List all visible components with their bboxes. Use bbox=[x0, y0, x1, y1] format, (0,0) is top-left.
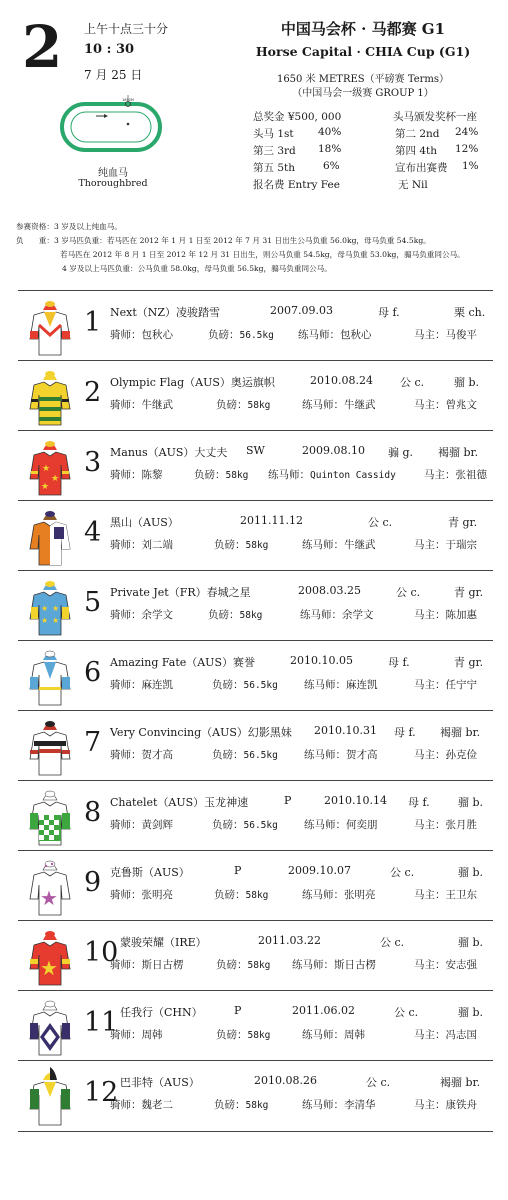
horse-name: 蒙骏荣耀（IRE） bbox=[120, 936, 207, 949]
runner-number: 12 bbox=[84, 1077, 119, 1108]
trainer-name: 麻连凯 bbox=[346, 679, 378, 691]
owner-name: 王卫东 bbox=[445, 889, 477, 901]
trainer-name: 牛继武 bbox=[344, 539, 376, 551]
weight-condition-2: 若马匹在 2012 年 8 月 1 日至 2012 年 12 月 31 日出生，则公马负重 54.5kg，母马负重 53.0kg，骟马负重同公马。 bbox=[60, 250, 465, 259]
owner-name: 安志强 bbox=[445, 959, 477, 971]
race-title-english: Horse Capital · CHIA Cup (G1) bbox=[255, 44, 471, 59]
jockey-silks-icon bbox=[28, 437, 72, 499]
horse-dob: 2009.08.10 bbox=[302, 444, 365, 457]
horse-sw: SW bbox=[246, 444, 265, 457]
trainer-name: 包秋心 bbox=[340, 329, 372, 341]
svg-text:★: ★ bbox=[40, 886, 58, 910]
owner-name: 孙克俭 bbox=[445, 749, 477, 761]
horse-sw: P bbox=[284, 794, 292, 807]
horse-color: 骝 b. bbox=[454, 376, 480, 389]
runner-number: 3 bbox=[84, 447, 102, 478]
owner-name: 于瑞宗 bbox=[445, 539, 477, 551]
horse-color: 骝 b. bbox=[458, 936, 484, 949]
horse-name: Chatelet（AUS）玉龙神速 bbox=[110, 796, 249, 809]
trainer-name: 张明亮 bbox=[344, 889, 376, 901]
jockey-name: 张明亮 bbox=[141, 889, 173, 901]
jockey-silks-icon bbox=[28, 1067, 72, 1129]
horse-sex: 骟 g. bbox=[388, 446, 414, 459]
runner-row: 12 巴非特（AUS） 2010.08.26 公 c. 褐骝 br. 骑师：魏老二 负磅：58kg 练马师：李清华 马主：康铁舟 bbox=[18, 1062, 493, 1132]
jockey-name: 周韩 bbox=[141, 1029, 163, 1041]
prize-item: 第三 3rd 18% bbox=[253, 143, 342, 157]
prize-item: 第二 2nd 24% bbox=[395, 126, 479, 140]
divider bbox=[18, 850, 493, 851]
race-date: 7 月 25 日 bbox=[84, 68, 143, 82]
trainer-name: Quinton Cassidy bbox=[310, 470, 396, 481]
runner-row: 1 Next（NZ）凌骏踏雪 2007.09.03 母 f. 栗 ch. 骑师：包秋心 负磅：56.5kg 练马师：包秋心 马主：马俊平 bbox=[18, 292, 493, 362]
divider bbox=[18, 570, 493, 571]
horse-dob: 2010.10.14 bbox=[324, 794, 387, 807]
race-group: （中国马会一级赛 GROUP 1） bbox=[292, 88, 434, 99]
jockey-silks-icon bbox=[28, 297, 72, 359]
jockey-name: 贺才高 bbox=[141, 749, 173, 761]
horse-sex: 母 f. bbox=[378, 306, 400, 319]
owner-name: 张月胜 bbox=[445, 819, 477, 831]
horse-color: 青 gr. bbox=[454, 586, 484, 599]
runner-row: ★ ★ ★ 3 Manus（AUS）大丈夫 SW 2009.08.10 骟 g. 褐骝 br. 骑师：陈黎 负磅：58kg 练马师：Quinton Cassidy 马主：张祖德 bbox=[18, 432, 493, 502]
jockey-silks-icon bbox=[28, 647, 72, 709]
horse-sex: 母 f. bbox=[388, 656, 410, 669]
runner-number: 11 bbox=[84, 1007, 119, 1038]
carried-weight: 56.5kg bbox=[243, 680, 278, 691]
prize-item: 第五 5th 6% bbox=[253, 160, 340, 174]
jockey-name: 陈黎 bbox=[141, 469, 163, 481]
runner-row: 2 Olympic Flag（AUS）奥运旗帜 2010.08.24 公 c. 骝 b. 骑师：牛继武 负磅：58kg 练马师：牛继武 马主：曾兆文 bbox=[18, 362, 493, 432]
track-diagram bbox=[58, 94, 168, 160]
horse-name: Amazing Fate（AUS）赛誉 bbox=[110, 656, 255, 669]
horse-color: 褐骝 br. bbox=[440, 726, 481, 739]
jockey-silks-icon bbox=[28, 577, 72, 639]
jockey-silks-icon bbox=[28, 997, 72, 1059]
carried-weight: 58kg bbox=[245, 1100, 269, 1111]
horse-name: 巴非特（AUS） bbox=[120, 1076, 200, 1089]
jockey-name: 魏老二 bbox=[141, 1099, 173, 1111]
owner-name: 康铁舟 bbox=[445, 1099, 477, 1111]
runner-row: 6 Amazing Fate（AUS）赛誉 2010.10.05 母 f. 青 gr. 骑师：麻连凯 负磅：56.5kg 练马师：麻连凯 马主：任宁宁 bbox=[18, 642, 493, 712]
horse-dob: 2008.03.25 bbox=[298, 584, 361, 597]
trainer-name: 余学文 bbox=[342, 609, 374, 621]
carried-weight: 56.5kg bbox=[243, 750, 278, 761]
horse-sex: 母 f. bbox=[408, 796, 430, 809]
prize-item: 宣布出赛费 1% bbox=[395, 160, 479, 174]
divider bbox=[18, 710, 493, 711]
horse-dob: 2010.10.31 bbox=[314, 724, 377, 737]
divider bbox=[18, 500, 493, 501]
jockey-silks-icon bbox=[28, 717, 72, 779]
divider bbox=[18, 920, 493, 921]
prize-item: 第四 4th 12% bbox=[395, 143, 479, 157]
horse-name: Manus（AUS）大丈夫 bbox=[110, 446, 228, 459]
horse-name: 任我行（CHN） bbox=[120, 1006, 203, 1019]
horse-name: Very Convincing（AUS）幻影黑妹 bbox=[110, 726, 292, 739]
svg-text:★: ★ bbox=[51, 474, 60, 484]
svg-text:★: ★ bbox=[52, 616, 60, 625]
horse-sex: 公 c. bbox=[396, 586, 421, 599]
horse-color: 褐骝 br. bbox=[438, 446, 479, 459]
runner-row: 8 Chatelet（AUS）玉龙神速 P 2010.10.14 母 f. 骝 b. 骑师：黄剑辉 负磅：56.5kg 练马师：何奕朋 马主：张月胜 bbox=[18, 782, 493, 852]
horse-dob: 2011.11.12 bbox=[240, 514, 303, 527]
owner-name: 陈加惠 bbox=[445, 609, 477, 621]
horse-color: 褐骝 br. bbox=[440, 1076, 481, 1089]
svg-text:★: ★ bbox=[41, 604, 49, 613]
jockey-silks-icon bbox=[28, 367, 72, 429]
trainer-name: 何奕朋 bbox=[346, 819, 378, 831]
jockey-name: 黄剑辉 bbox=[141, 819, 173, 831]
horse-sex: 公 c. bbox=[394, 1006, 419, 1019]
horse-sex: 公 c. bbox=[400, 376, 425, 389]
carried-weight: 56.5kg bbox=[243, 820, 278, 831]
carried-weight: 58kg bbox=[247, 960, 271, 971]
track-distance-label: 1650M bbox=[122, 98, 134, 102]
horse-dob: 2010.10.05 bbox=[290, 654, 353, 667]
weight-condition-1: 负 重：3 岁马匹负重：若马匹在 2012 年 1 月 1 日至 2012 年 7 月 31 日出生公马负重 56.0kg，母马负重 54.5kg。 bbox=[16, 236, 431, 245]
jockey-silks-icon bbox=[28, 787, 72, 849]
carried-weight: 58kg bbox=[245, 540, 269, 551]
horse-dob: 2011.06.02 bbox=[292, 1004, 355, 1017]
trainer-name: 斯日古楞 bbox=[334, 959, 376, 971]
divider bbox=[18, 290, 493, 291]
horse-dob: 2010.08.26 bbox=[254, 1074, 317, 1087]
trainer-name: 周韩 bbox=[344, 1029, 365, 1041]
jockey-name: 麻连凯 bbox=[141, 679, 173, 691]
horse-name: Next（NZ）凌骏踏雪 bbox=[110, 306, 221, 319]
race-number: 2 bbox=[22, 13, 63, 81]
weight-condition-3: 4 岁及以上马匹负重：公马负重 58.0kg，母马负重 56.5kg，骟马负重同公马。 bbox=[62, 264, 332, 273]
entry-fee-label: 报名费 Entry Fee bbox=[253, 179, 340, 191]
horse-name: 克鲁斯（AUS） bbox=[110, 866, 190, 879]
prize-total: 总奖金 ¥500, 000 bbox=[253, 111, 342, 123]
horse-sw: P bbox=[234, 1004, 242, 1017]
runner-number: 4 bbox=[84, 517, 102, 548]
carried-weight: 56.5kg bbox=[239, 330, 274, 341]
horse-sex: 公 c. bbox=[390, 866, 415, 879]
runner-number: 7 bbox=[84, 727, 102, 758]
trainer-name: 贺才高 bbox=[346, 749, 378, 761]
runner-number: 5 bbox=[84, 587, 102, 618]
divider bbox=[18, 430, 493, 431]
carried-weight: 58kg bbox=[247, 1030, 271, 1041]
breed-chinese: 纯血马 bbox=[98, 168, 128, 179]
horse-color: 栗 ch. bbox=[454, 306, 486, 319]
race-distance: 1650 米 METRES（平磅赛 Terms） bbox=[276, 74, 450, 85]
horse-name: 黑山（AUS） bbox=[110, 516, 179, 529]
race-time-chinese: 上午十点三十分 bbox=[84, 22, 169, 36]
runner-row: ★ ★ ★ ★ 5 Private Jet（FR）春城之星 2008.03.25 公 c. 青 gr. 骑师：余学文 负磅：58kg 练马师：余学文 马主：陈加惠 bbox=[18, 572, 493, 642]
runner-number: 6 bbox=[84, 657, 102, 688]
divider bbox=[18, 1131, 493, 1132]
horse-sex: 公 c. bbox=[380, 936, 405, 949]
race-title-chinese: 中国马会杯 · 马都赛 G1 bbox=[280, 20, 446, 38]
owner-name: 任宁宁 bbox=[445, 679, 477, 691]
svg-text:★: ★ bbox=[40, 956, 58, 980]
jockey-name: 包秋心 bbox=[141, 329, 173, 341]
divider bbox=[18, 360, 493, 361]
divider bbox=[18, 780, 493, 781]
runner-number: 1 bbox=[84, 307, 102, 338]
runner-number: 8 bbox=[84, 797, 102, 828]
horse-sex: 母 f. bbox=[394, 726, 416, 739]
prize-item: 头马 1st 40% bbox=[253, 126, 342, 140]
horse-color: 青 gr. bbox=[454, 656, 484, 669]
jockey-silks-icon bbox=[28, 507, 72, 569]
horse-color: 骝 b. bbox=[458, 866, 484, 879]
svg-text:★: ★ bbox=[41, 616, 49, 625]
divider bbox=[18, 640, 493, 641]
jockey-name: 余学文 bbox=[141, 609, 173, 621]
carried-weight: 58kg bbox=[245, 890, 269, 901]
runner-row: 7 Very Convincing（AUS）幻影黑妹 2010.10.31 母 f. 褐骝 br. 骑师：贺才高 负磅：56.5kg 练马师：贺才高 马主：孙克俭 bbox=[18, 712, 493, 782]
trainer-name: 牛继武 bbox=[344, 399, 376, 411]
eligibility-text: 参赛资格：3 岁及以上纯血马。 bbox=[16, 222, 122, 231]
breed-english: Thoroughbred bbox=[78, 178, 148, 189]
owner-name: 冯志国 bbox=[445, 1029, 477, 1041]
runner-number: 2 bbox=[84, 377, 102, 408]
carried-weight: 58kg bbox=[239, 610, 263, 621]
runner-number: 10 bbox=[84, 937, 119, 968]
horse-color: 骝 b. bbox=[458, 796, 484, 809]
runner-row: ★ 10 蒙骏荣耀（IRE） 2011.03.22 公 c. 骝 b. 骑师：斯日古楞 负磅：58kg 练马师：斯日古楞 马主：安志强 bbox=[18, 922, 493, 992]
divider bbox=[18, 1060, 493, 1061]
trainer-name: 李清华 bbox=[344, 1099, 376, 1111]
horse-dob: 2011.03.22 bbox=[258, 934, 321, 947]
runner-row: ★ 9 克鲁斯（AUS） P 2009.10.07 公 c. 骝 b. 骑师：张明亮 负磅：58kg 练马师：张明亮 马主：王卫东 bbox=[18, 852, 493, 922]
horse-name: Private Jet（FR）春城之星 bbox=[110, 586, 251, 599]
horse-color: 青 gr. bbox=[448, 516, 478, 529]
carried-weight: 58kg bbox=[225, 470, 249, 481]
race-time: 10 : 30 bbox=[84, 42, 135, 57]
svg-text:★: ★ bbox=[52, 604, 60, 613]
horse-dob: 2007.09.03 bbox=[270, 304, 333, 317]
svg-text:★: ★ bbox=[42, 464, 51, 474]
owner-name: 曾兆文 bbox=[445, 399, 477, 411]
runner-row: 11 任我行（CHN） P 2011.06.02 公 c. 骝 b. 骑师：周韩 负磅：58kg 练马师：周韩 马主：冯志国 bbox=[18, 992, 493, 1062]
svg-text:★: ★ bbox=[41, 482, 50, 492]
direction-arrow-icon bbox=[104, 114, 108, 118]
horse-sw: P bbox=[234, 864, 242, 877]
horse-name: Olympic Flag（AUS）奥运旗帜 bbox=[110, 376, 275, 389]
jockey-name: 斯日古楞 bbox=[141, 959, 184, 971]
horse-color: 骝 b. bbox=[458, 1006, 484, 1019]
jockey-name: 刘二端 bbox=[141, 539, 173, 551]
jockey-silks-icon bbox=[28, 857, 72, 919]
owner-name: 马俊平 bbox=[445, 329, 477, 341]
divider bbox=[18, 990, 493, 991]
carried-weight: 58kg bbox=[247, 400, 271, 411]
owner-name: 张祖德 bbox=[455, 469, 487, 481]
horse-sex: 公 c. bbox=[366, 1076, 391, 1089]
runner-row: 4 黑山（AUS） 2011.11.12 公 c. 青 gr. 骑师：刘二端 负磅：58kg 练马师：牛继武 马主：于瑞宗 bbox=[18, 502, 493, 572]
entry-fee-value: 无 Nil bbox=[398, 179, 428, 191]
trophy-note: 头马颁发奖杯一座 bbox=[393, 111, 477, 123]
jockey-silks-icon bbox=[28, 927, 72, 989]
horse-dob: 2010.08.24 bbox=[310, 374, 373, 387]
horse-sex: 公 c. bbox=[368, 516, 393, 529]
horse-dob: 2009.10.07 bbox=[288, 864, 351, 877]
runner-number: 9 bbox=[84, 867, 102, 898]
jockey-name: 牛继武 bbox=[141, 399, 173, 411]
